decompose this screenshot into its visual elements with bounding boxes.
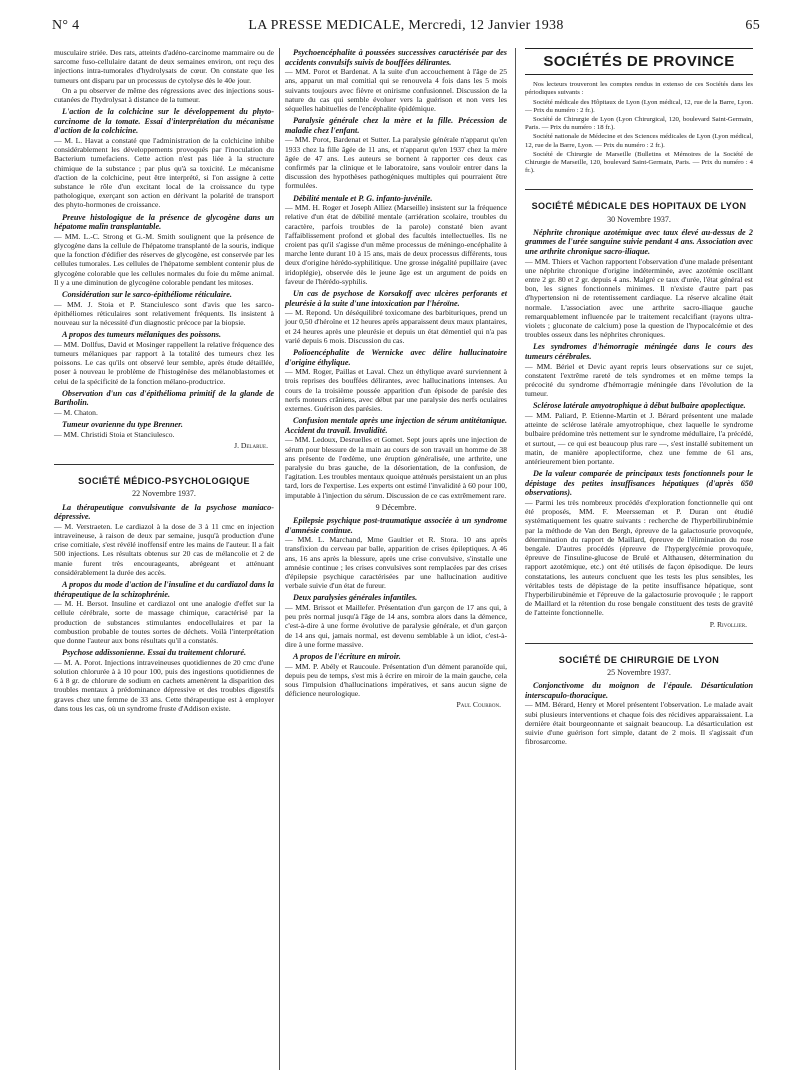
- paragraph: — MM. Porot, Bardenat et Sutter. La paralysie générale n'apparut qu'en 1933 chez la fille âgée de 11 ans, et n'apparut qu'en 1937 chez la mère âgée de 47 ans. Les auteurs se bornent à rapporter ces deux cas confirmés par la clinique et le laboratoire, sans vouloir entrer dans la discussion des hypothèses pathogéniques multiples qui pourraient être formulées.: [285, 135, 507, 191]
- article-title: La thérapeutique convulsivante de la psychose maniaco-dépressive.: [54, 502, 274, 522]
- note-item: Société de Chirurgie de Lyon (Lyon Chirurgical, 120, boulevard Saint-Germain, Paris. — Prix du numéro : 18 fr.).: [525, 116, 753, 132]
- article-title: De la valeur comparée de principaux tests fonctionnels pour le dépistage des petites insuffisances hépatiques (d'après 650 observations).: [525, 469, 753, 498]
- column-2: [285, 48, 507, 710]
- note-item: Société nationale de Médecine et des Sciences médicales de Lyon (Lyon médical, 12, rue de la Barre, Lyon. — Prix du numéro : 2 fr.).: [525, 133, 753, 149]
- article-title: Epilepsie psychique post-traumatique associée à un syndrome d'amnésie continue.: [285, 516, 507, 535]
- signature: P. Rivollier.: [709, 619, 747, 629]
- signature: J. Delarue.: [234, 441, 268, 451]
- paragraph: — MM. J. Stoia et P. Stanciulesco sont d'avis que les sarco-épithéliomes réticulaires sont relativement fréquents. Ils insistent à nouveau sur la nécessité d'un diagnostic précoce par la biopsie.: [54, 299, 274, 328]
- section-heading: SOCIÉTÉ MÉDICO-PSYCHOLOGIQUE: [54, 464, 274, 486]
- article-title: Paralysie générale chez la mère et la fille. Précession de maladie chez l'enfant.: [285, 116, 507, 135]
- article-title: Tumeur ovarienne du type Brenner.: [62, 420, 183, 430]
- note-item: Société de Chirurgie de Marseille (Bulletins et Mémoires de la Société de Chirurgie de Marseille, 120, boulevard Saint-Germain, Paris. — Prix du numéro : 4 fr.).: [525, 150, 753, 175]
- paragraph: — MM. Thiers et Vachon rapportent l'observation d'une malade présentant une néphrite chronique d'origine indéterminée, avec azotémie oscillant entre 2 gr. 80 et 2 gr. depuis 4 ans. Malgré ce taux d'urée, l'état général est bon, les signes fonctionnels minimes. Il n'existe d'autre part pas d'hypertension ni de retentissement cardiaque. La réserve alcaline était normale. L'association avec une arthrite sacro-iliaque gauche remarquablement influencée par le traitement recalcifiant (rayons ultra-violets ; gluconate de calcium) pose la question de l'hypocalcémie et des troubles osseux dans les néphrites chroniques.: [525, 256, 753, 340]
- column-rule: [279, 48, 280, 1070]
- article-title: Débilité mentale et P. G. infanto-juvénile.: [293, 193, 433, 203]
- section-heading: SOCIÉTÉ MÉDICALE DES HOPITAUX DE LYON: [525, 189, 753, 211]
- paragraph: — M. A. Porot. Injections intraveineuses quotidiennes de 20 cmc d'une solution chlorurée à à 10 pour 100, puis des ingestions quotidiennes de 6 à 8 gr. de chlorure de sodium en cachets amenèrent la disparition des troubles mentaux à prédominance dépressive et des troubles digestifs graves chez une femme de 33 ans. Cette thérapeutique est à employer dans tous les cas, où un syndrome fruste d'Addison existe.: [54, 657, 274, 713]
- article-title: Néphrite chronique azotémique avec taux élevé au-dessus de 2 grammes de l'urée sanguine suivie pendant 4 ans. Association avec une arthrite chronique sacro-iliaque.: [525, 227, 753, 257]
- paragraph: On a pu observer de même des régressions avec des injections sous-cutanées de l'hydrolysat à distance de la tumeur.: [54, 85, 274, 105]
- column-1: [54, 48, 274, 714]
- paragraph: — MM. Bérard, Henry et Morel présentent l'observation. Le malade avait subi plusieurs interventions et chaque fois des récidives apparaissaient. La dernière était bourgeonnante et saignait beaucoup. La désarticulation est suivie d'une guérison fort simple, datant de 2 mois. Il s'agissait d'un fibrosarcome.: [525, 700, 753, 747]
- paragraph: — M. Chaton.: [54, 408, 98, 418]
- paragraph: — MM. Roger, Paillas et Laval. Chez un éthylique avaré surviennent à trois reprises des bouffées délirantes, avec hallucinations intenses. Au cours de la troisième poussée apparition d'un épisode de parésie des nerfs moteurs crâniens, avec début par une paralysie des nerfs oculaires externes. Guérison des parésies.: [285, 367, 507, 414]
- article-title: Conjonctivome du moignon de l'épaule. Désarticulation interscapulo-thoracique.: [525, 681, 753, 700]
- column-3: [525, 48, 753, 748]
- paragraph: — MM. Brissot et Maillefer. Présentation d'un garçon de 17 ans qui, à peu près normal jusqu'à l'âge de 14 ans, sombra alors dans la démence, c'est-à-dire à une forme évolutive de paralysie générale, et d'un garçon de 14 ans qui, jamais normal, est devenu semblable à un idiot, c'est-à-dire à une forme massive.: [285, 603, 507, 649]
- session-date: 30 Novembre 1937.: [607, 214, 671, 224]
- journal-title: LA PRESSE MEDICALE, Mercredi, 12 Janvier 1938: [248, 18, 564, 33]
- paragraph: — MM. Bériel et Devic ayant repris leurs observations sur ce sujet, constatent l'extrême rareté de tels syndromes et en même temps la précocité du syndrome d'hémorragie méningée dans l'évolution de la tumeur.: [525, 361, 753, 399]
- paragraph: — MM. L.-C. Strong et G.-M. Smith soulignent que la présence de glycogène dans la cellule de l'hépatome transplanté de la souris, indique que la fonction d'édifier des réserves de glycogène, est conservée par les cellules tumorales. Les cellules de l'hépatome semblent contenir plus de glycogène colorable que les cellules normales du foie du même animal. Il y a une diminution de glycogène colorable pendant les mitoses.: [54, 231, 274, 287]
- article-title: Sclérose latérale amyotrophique à début bulbaire apoplectique.: [533, 401, 746, 411]
- article-title: A propos du mode d'action de l'insuline et du cardiazol dans la thérapeutique de la schizophrénie.: [54, 580, 274, 599]
- paragraph: — M. H. Bersot. Insuline et cardiazol ont une analogie d'effet sur la cellule cérébrale, sorte de massage chimique, caractérisé par la production de substances stimulantes endocellulaires et par la combustion probable de toutes sortes de déchets. Voilà l'interprétation que donne l'auteur aux bons résultats qu'il a constatés.: [54, 599, 274, 646]
- periodicals-note: [525, 81, 753, 175]
- note-item: Société médicale des Hôpitaux de Lyon (Lyon médical, 12, rue de la Barre, Lyon. — Prix du numéro : 2 fr.).: [525, 98, 753, 114]
- article-title: Les syndromes d'hémorragie méningée dans le cours des tumeurs cérébrales.: [525, 342, 753, 362]
- article-title: Preuve histologique de la présence de glycogène dans un hépatome malin transplantable.: [54, 212, 274, 232]
- column-rule: [515, 48, 516, 1070]
- article-title: A propos de l'écriture en miroir.: [293, 652, 401, 662]
- article-title: Polioencéphalite de Wernicke avec délire hallucinatoire d'origine éthylique.: [285, 348, 507, 367]
- article-title: Un cas de psychose de Korsakoff avec ulcères perforants et pleurésie à la suite d'une intoxication par l'héroïne.: [285, 289, 507, 308]
- paragraph: — Parmi les très nombreux procédés d'exploration fonctionnelle qui ont été proposés, MM. F. Meersseman et P. Duran ont étudié systématiquement les quatre suivants : recherche de l'hyperbilirubinémie par la méthode de Van den Bergh, épreuve de la galactosurie provoquée, détermination du rapport de Maillard, épreuve de l'élimination du rose bengale. D'autres procédés (épreuve de l'hyperglycémie provoquée, épreuve de l'insuline-glucose de Brulé et Althausen, détermination du rapport azotémique, etc.) ont été utilisés de façon épisodique. De leurs constatations, les auteurs concluent que les tests les plus sensibles, les véritables tests de dépistage de la petite insuffisance hépatique, sont l'hyperbilirubinémie et l'épreuve de la galactosurie provoquée ; le rapport de Maillard et la rétention du rose bengale constituent des tests de gravité de l'atteinte fonctionnelle.: [525, 498, 753, 618]
- paragraph: — MM. Ledoux, Desruelles et Gomet. Sept jours après une injection de sérum pour blessure de la main au cours de son travail un homme de 38 ans présente de l'œdème, une éruption généralisée, une arthrite, une paralysie du bras gauche, de la désorientation, de la confusion, de l'agitation. Les troubles mentaux quoique atténués persistaient un an plus tard, lors de l'expertise. Les experts ont estimé l'invalidité à 60 pour 100, imputable à l'injection du sérum. Discussion de ce cas extrêmement rare.: [285, 435, 507, 500]
- session-date: 25 Novembre 1937.: [607, 668, 671, 678]
- signature: Paul Courbon.: [456, 700, 501, 710]
- paragraph: — M. Repond. Un déséquilibré toxicomane des barbituriques, prend un jour 0,50 d'héroïne et 12 heures après apparaissent deux maux plantaires, et 24 heures après une pleurésie et depuis un état démentiel qui n'a pas varié depuis 6 mois. Discussion du cas.: [285, 308, 507, 345]
- section-banner: SOCIÉTÉS DE PROVINCE: [525, 48, 753, 75]
- article-title: A propos des tumeurs mélaniques des poissons.: [62, 330, 222, 340]
- paragraph: — M. Verstraeten. Le cardiazol à la dose de 3 à 11 cmc en injection intraveineuse, à raison de deux par semaine, jusqu'à production d'une crise comitiale, s'est révélé inoffensif entre les mains de l'auteur. Il a fait 500 injections. Les résultats obtenus sur 20 cas de mélancolie et 2 de manie furent très encourageants, abrégeant et atténuant considérablement la durée des accès.: [54, 521, 274, 577]
- paragraph: — MM. Paliard, P. Etienne-Martin et J. Bérard présentent une malade atteinte de sclérose latérale amyotrophique, chez laquelle le syndrome bulbaire prédomine très nettement sur le syndrome médullaire, l'a précédé, et surtout, — ce qui est beaucoup plus rare —, s'est installé subitement un matin, de manière apoplectiforme, chez une femme de 61 ans, antérieurement bien portante.: [525, 411, 753, 467]
- article-title: Deux paralysies générales infantiles.: [293, 593, 418, 603]
- issue-number: N° 4: [52, 18, 80, 33]
- paragraph: — MM. L. Marchand, Mme Gaultier et R. Stora. 10 ans après transfixion du cerveau par balle, apparition de crises épileptiques. A 46 ans, 16 ans après la blessure, après une crise convulsive, s'installe une amnésie continue ; les crises convulsives sont remplacées par des crises d'épilepsie psychique caractérisées par une hallucination auditive verbale suivie d'un état de fureur.: [285, 535, 507, 591]
- page-number: 65: [745, 18, 760, 33]
- paragraph: — M. L. Havat a constaté que l'administration de la colchicine inhibe considérablement les développements provoqués par l'inoculation du Bacterium tumefaciens. Cette action n'est pas liée à la structure chimique de la substance ; par plus qu'à sa toxicité. Le mécanisme d'action de la colchicine, peut être interprété, si l'on assigne à cette substance le rôle d'un excitant local de la croissance du type pathologique, exerçant son action en dérivant la polarité de transport des phyto-hormones de croissance.: [54, 136, 274, 210]
- note-intro: Nos lecteurs trouveront les comptes rendus in extenso de ces Sociétés dans les périodiques suivants :: [525, 81, 753, 97]
- paragraph: — MM. Porot et Bardenat. A la suite d'un accouchement à l'âge de 25 ans, apparut un mal comitial qui se renouvela 4 fois dans les 5 mois suivants toujours avec fièvre et onirisme confusionnel. Discussion de la nature du cas qui semble évoluer vers la guérison et non vers les séquelles habituelles de l'encéphalite épidémique.: [285, 67, 507, 113]
- section-heading: SOCIÉTÉ DE CHIRURGIE DE LYON: [525, 643, 753, 665]
- article-title: Considération sur le sarco-épithéliome réticulaire.: [62, 290, 232, 300]
- page-header: [52, 16, 760, 38]
- paragraph: — MM. Christidi Stoia et Stanciulesco.: [54, 429, 175, 439]
- paragraph: — MM. Dollfus, David et Mosinger rappellent la relative fréquence des tumeurs mélaniques par rapport à la totalité des tumeurs chez les poissons. Le cas qu'ils ont observé leur semble, après étude détaillée, poser à nouveau le problème de l'histogénèse des mélanoblastomes et celui de la spécificité de la fonction mélano-productrice.: [54, 339, 274, 386]
- article-title: Observation d'un cas d'épithélioma primitif de la glande de Bartholin.: [54, 388, 274, 408]
- paragraph: — MM. H. Roger et Joseph Alliez (Marseille) insistent sur la fréquence relative d'un état de débilité mentale (arriération scolaire, troubles du caractère, parfois troubles de la parole) constaté bien avant l'affaiblissement profond et global des facultés intellectuelles. Ils ne croient pas qu'il s'agisse d'un même processus de méningo-encéphalite à marche lente durant 10 à 15 ans, mais de deux processus différents, tous deux d'origine hérédo-syphilitique. Une grosse inégalité pupillaire (avec iridoplégie), observée dès le jeune âge est un argument de poids en faveur de l'hérédo-syphilis.: [285, 203, 507, 286]
- article-title: Psychoencéphalite à poussées successives caractérisée par des accidents convulsifs suivis de bouffées délirantes.: [285, 48, 507, 67]
- paragraph: — MM. P. Abély et Raucoule. Présentation d'un dément paranoïde qui, depuis peu de temps, s'est mis à écrire en miroir de la main gauche, cela sous l'impulsion d'hallucinations impératives, et sans aucun signe de déficience neurologique.: [285, 661, 507, 699]
- session-date: 9 Décembre.: [375, 502, 417, 512]
- article-title: Confusion mentale après une injection de sérum antitétanique. Accident du travail. Invalidité.: [285, 416, 507, 435]
- article-title: Psychose addissonienne. Essai du traitement chloruré.: [62, 648, 247, 658]
- session-date: 22 Novembre 1937.: [132, 489, 196, 499]
- article-title: L'action de la colchicine sur le développement du phyto-carcinome de la tomate. Essai d'interprétation du mécanisme d'action de la colchicine.: [54, 107, 274, 136]
- paragraph: musculaire striée. Des rats, atteints d'adéno-carcinome mammaire ou de sarcome fuso-cellulaire datant de deux semaines environ, ont reçu des injections intra-tumorales d'hydrolysats de cœur. On constate que les tumeurs ont disparu par un processus de cytolyse dès le 40e jour.: [54, 48, 274, 85]
